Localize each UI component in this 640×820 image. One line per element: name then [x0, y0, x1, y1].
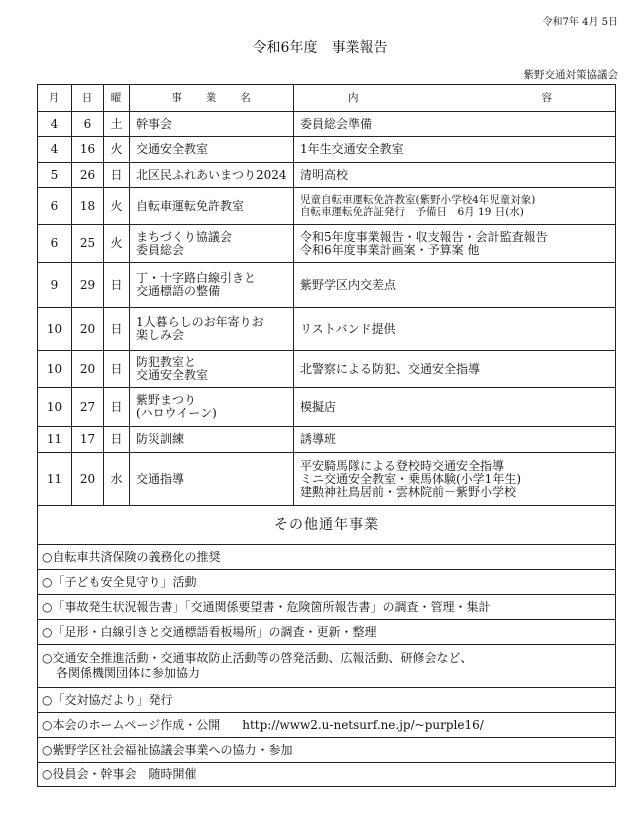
cell-content [294, 453, 616, 506]
table-row [38, 263, 616, 308]
report-title: 令和6年度 事業報告 [252, 40, 388, 56]
other-item-row [38, 763, 616, 787]
header-content-right: 容 [541, 91, 553, 104]
table-row [38, 427, 616, 453]
other-item-row [38, 738, 616, 763]
other-item-row [38, 713, 616, 738]
cell-weekday: 日 [104, 263, 130, 308]
cell-month: 6 [38, 225, 72, 263]
header-event-name: 事 業 名 [130, 85, 294, 112]
cell-content [294, 188, 616, 225]
content-line: 紫野学区内交差点 [300, 277, 397, 292]
event-line: 防犯教室と [136, 355, 197, 369]
cell-month: 4 [38, 112, 72, 137]
other-item-row [38, 570, 616, 595]
cell-weekday: 土 [104, 112, 130, 137]
cell-content [294, 263, 616, 308]
other-activities-header-row [38, 506, 616, 545]
other-item: ○自転車共済保険の義務化の推奨 [38, 545, 616, 570]
content-line: 令和5年度事業報告・収支報告・会計監査報告 [300, 229, 548, 244]
cell-weekday: 日 [104, 427, 130, 453]
cell-month: 4 [38, 137, 72, 163]
other-item-row [38, 645, 616, 688]
cell-event [130, 453, 294, 506]
table-row [38, 453, 616, 506]
report-date: 令和7年 4月 5日 [542, 17, 618, 28]
cell-month: 5 [38, 163, 72, 188]
event-line: 丁・十字路白線引きと [136, 271, 257, 285]
cell-month: 10 [38, 388, 72, 427]
cell-month: 11 [38, 453, 72, 506]
cell-day: 25 [72, 225, 104, 263]
event-line: (ハロウイーン) [136, 406, 217, 420]
cell-day: 26 [72, 163, 104, 188]
cell-content [294, 388, 616, 427]
other-item-line: 各関係機関団体に参加協力 [56, 666, 201, 680]
cell-event [130, 388, 294, 427]
cell-weekday: 火 [104, 225, 130, 263]
table-header-row [38, 85, 616, 112]
cell-day: 20 [72, 453, 104, 506]
cell-weekday: 日 [104, 163, 130, 188]
event-line: 楽しみ会 [136, 328, 185, 342]
cell-event [130, 137, 294, 163]
cell-month: 11 [38, 427, 72, 453]
event-line: 交通安全教室 [136, 142, 209, 156]
content-line: 清明高校 [300, 167, 349, 182]
cell-day: 16 [72, 137, 104, 163]
table-row [38, 188, 616, 225]
header-weekday: 曜 [104, 85, 130, 112]
cell-content [294, 427, 616, 453]
other-item-row [38, 545, 616, 570]
table-row [38, 388, 616, 427]
other-item [38, 645, 616, 688]
event-line: 交通安全教室 [136, 368, 209, 382]
other-activities-title: その他通年事業 [38, 506, 616, 545]
other-item: ○「子ども安全見守り」活動 [38, 570, 616, 595]
other-item-row [38, 688, 616, 713]
cell-content [294, 137, 616, 163]
content-line: 模擬店 [300, 399, 337, 414]
cell-content [294, 163, 616, 188]
other-item-line: ○交通安全推進活動・交通事故防止活動等の啓発活動、広報活動、研修会など、 [42, 651, 473, 665]
other-item [38, 713, 616, 738]
cell-weekday: 火 [104, 137, 130, 163]
content-line: 北警察による防犯、交通安全指導 [300, 361, 481, 376]
table-row [38, 163, 616, 188]
content-line: 自転車運転免許証発行 予備日 6月 19 日(水) [300, 206, 524, 218]
other-item: ○役員会・幹事会 随時開催 [38, 763, 616, 787]
header-content-left: 内 [348, 91, 360, 104]
event-line: 防災訓練 [136, 432, 185, 446]
content-line: リストバンド提供 [300, 321, 396, 336]
other-item: ○「交対協だより」発行 [38, 688, 616, 713]
event-line: 自転車運転免許教室 [136, 198, 245, 213]
table-row [38, 308, 616, 351]
cell-content [294, 225, 616, 263]
cell-day: 17 [72, 427, 104, 453]
content-line: 誘導班 [300, 432, 337, 446]
cell-weekday: 水 [104, 453, 130, 506]
cell-content [294, 351, 616, 388]
header-day: 日 [72, 85, 104, 112]
cell-month: 10 [38, 308, 72, 351]
cell-day: 20 [72, 308, 104, 351]
event-line: 委員総会 [136, 242, 185, 257]
cell-event [130, 188, 294, 225]
cell-event [130, 351, 294, 388]
event-line: 交通指導 [136, 471, 185, 486]
header-month: 月 [38, 85, 72, 112]
event-line: 交通標語の整備 [136, 284, 221, 298]
cell-weekday: 日 [104, 351, 130, 388]
cell-weekday: 日 [104, 388, 130, 427]
event-line: 1人暮らしのお年寄りお [136, 315, 264, 329]
cell-weekday: 日 [104, 308, 130, 351]
table-row [38, 112, 616, 137]
other-item-row [38, 620, 616, 645]
content-line: 令和6年度事業計画案・予算案 他 [300, 242, 480, 257]
cell-content [294, 308, 616, 351]
cell-day: 29 [72, 263, 104, 308]
cell-event [130, 427, 294, 453]
other-item-text: ○本会のホームページ作成・公開 [42, 717, 221, 732]
cell-day: 6 [72, 112, 104, 137]
table-row [38, 351, 616, 388]
other-item-row [38, 595, 616, 620]
content-line: 1年生交通安全教室 [300, 142, 404, 156]
other-item: ○紫野学区社会福祉協議会事業への協力・参加 [38, 738, 616, 763]
event-line: 紫野まつり [136, 393, 197, 407]
table-row [38, 225, 616, 263]
cell-month: 9 [38, 263, 72, 308]
cell-day: 20 [72, 351, 104, 388]
organization-name: 紫野交通対策協議会 [523, 69, 618, 81]
event-line: 北区民ふれあいまつり2024 [136, 167, 287, 182]
other-item: ○「足形・白線引きと交通標語看板場所」の調査・更新・整理 [38, 620, 616, 645]
cell-event [130, 225, 294, 263]
event-line: まちづくり協議会 [136, 229, 232, 244]
homepage-url: http://www2.u-netsurf.ne.jp/~purple16/ [242, 717, 484, 732]
header-content [294, 85, 616, 112]
cell-weekday: 火 [104, 188, 130, 225]
content-line: 建勲神社鳥居前・雲林院前－紫野小学校 [300, 484, 517, 499]
cell-event [130, 163, 294, 188]
cell-content [294, 112, 616, 137]
table-row [38, 137, 616, 163]
cell-event [130, 112, 294, 137]
cell-event [130, 263, 294, 308]
content-line: 平安騎馬隊による登校時交通安全指導 [300, 458, 505, 473]
cell-day: 18 [72, 188, 104, 225]
cell-month: 10 [38, 351, 72, 388]
cell-month: 6 [38, 188, 72, 225]
content-line: ミニ交通安全教室・乗馬体験(小学1年生) [300, 471, 521, 486]
cell-day: 27 [72, 388, 104, 427]
other-item: ○「事故発生状況報告書」「交通関係要望書・危険箇所報告書」の調査・管理・集計 [38, 595, 616, 620]
content-line: 児童自転車運転免許教室(紫野小学校4年児童対象) [300, 194, 536, 206]
event-line: 幹事会 [136, 116, 173, 131]
content-line: 委員総会準備 [300, 116, 373, 131]
cell-event [130, 308, 294, 351]
activity-report-table [37, 84, 616, 787]
